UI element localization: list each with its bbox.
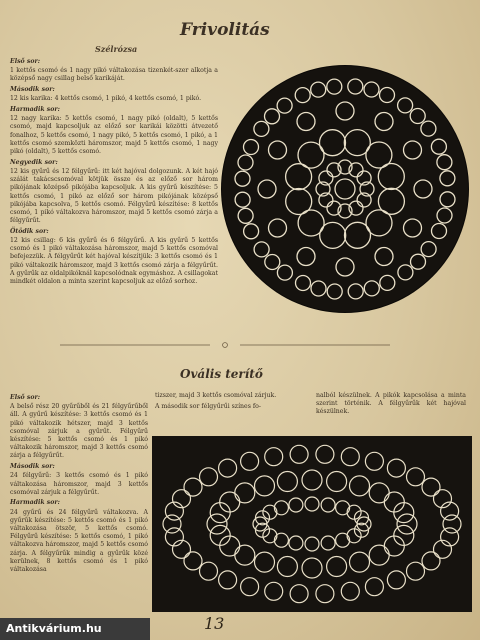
instruction-column-oval-left [10,392,148,577]
lace-middle-ring [302,470,322,490]
lace-border-ring [200,562,218,580]
lace-outer-ring [235,192,250,207]
lace-middle-ring [397,514,417,534]
lace-middle-ring [302,558,322,578]
lace-border-ring [265,448,283,466]
lace-chain-ring [269,141,287,159]
lace-chain-ring [297,113,315,131]
lace-chain-ring [375,113,393,131]
instruction-paragraph: A második sor félgyűrűi színes fo- [155,402,261,410]
row-heading: Második sor: [10,86,55,94]
lace-chain-ring [336,258,354,276]
lace-border-ring [365,452,383,470]
lace-middle-ring [235,483,255,503]
instruction-column-top [10,56,218,289]
oval-section-title: Ovális terítő [180,367,263,381]
row-heading: Második sor: [10,463,55,471]
lace-outer-ring [254,121,269,136]
lace-outer-ring [296,276,311,291]
lace-outer-ring [295,88,310,103]
lace-border-ring [365,578,383,596]
lace-outer-ring [348,284,363,299]
lace-border-ring [443,515,461,533]
lace-border-ring [407,562,425,580]
lace-outer-ring [311,82,326,97]
lace-outer-ring [421,121,436,136]
instruction-paragraph: A belső rész 20 gyűrűből és 21 félgyűrűből áll. A gyűrű készítése: 3 kettős csomó és 1 pikó váltakozik hétszer, majd 3 kettős csomóval zárjuk a gyűrűt. Félgyűrű készítése: 5 kettős csomó és 1 pikó váltakozik háromszor, majd 3 kettős csomó zárja a félgyűrűt. [10,403,148,460]
lace-outer-ring [380,275,395,290]
lace-middle-ring [235,545,255,565]
lace-outer-ring [238,208,253,223]
lace-middle-ring [277,557,297,577]
instruction-paragraph: 1 kettős csomó és 1 nagy pikó váltakozása tizenkét-szer alkotja a középső nagy csillag belső karikáját. [10,67,218,83]
row-heading: Harmadik sor: [10,499,60,507]
lace-outer-ring [364,281,379,296]
lace-border-ring [387,459,405,477]
lace-outer-ring [327,284,342,299]
lace-chain-ring [375,248,393,266]
row-heading: Harmadik sor: [10,106,60,114]
lace-outer-ring [380,88,395,103]
lace-chain-ring [258,180,276,198]
lace-middle-ring [327,557,347,577]
lace-middle-ring [350,552,370,572]
lace-outer-ring [244,140,259,155]
lace-outer-ring [311,281,326,296]
lace-border-ring [184,552,202,570]
instruction-paragraph: tizszer, majd 3 kettős csomóval zárjuk. [155,392,277,399]
lace-outer-ring [432,224,447,239]
lace-border-ring [422,478,440,496]
lace-middle-ring [255,476,275,496]
instruction-paragraph: 24 gyűrű és 24 félgyűrű váltakozva. A gyűrűk készítése: 5 kettős csomó és 1 pikó váltakozása ötször, 5 kettős csomó. Félgyűrű készítése: 5 kettős csomó, 1 pikó váltakozva háromszor, majd 5 kettős csomó zárja. A félgyűrűk mindig a gyűrűk közé kerülnek, 8 kettős csomó és 1 pikó váltakozása [10,508,148,574]
lace-middle-ring [327,472,347,492]
lace-center-ring [335,179,355,199]
lace-outer-ring [398,265,413,280]
lace-outer-ring [431,139,446,154]
row-heading: Negyedik sor: [10,158,58,166]
lace-outer-ring [364,82,379,97]
oval-tablecloth-image [152,436,472,612]
lace-middle-ring [277,472,297,492]
lace-middle-ring [369,483,389,503]
lace-outer-ring [398,98,413,113]
lace-outer-ring [410,109,425,124]
watermark-label: Antikvárium.hu [0,618,150,640]
instruction-paragraph: 12 kis gyűrű és 12 félgyűrű: itt két hajóval dolgozunk. A két hajó szálát takácscsomóval kötjük össze és az előző sor három pikójának középső pikójába kapcsoljuk. A kis gyűrű készítése: 5 kettős csomó, 1 pikó az előző sor három pikójának középső pikójába kapcsolva, 5 kettős csomó. Félgyűrű készítése: 8 kettős csomó, 1 pikó váltakozva háromszor, majd 5 kettős csomó zárja a félgyűrűt. [10,167,218,225]
lace-outer-ring [235,171,250,186]
lace-border-ring [184,478,202,496]
lace-border-ring [163,515,181,533]
instruction-column-oval-mid [155,392,305,413]
tatting-doily-image [222,66,468,312]
lace-outer-ring [421,242,436,257]
lace-chain-ring [414,180,432,198]
lace-border-ring [422,552,440,570]
lace-chain-ring [404,141,422,159]
lace-outer-ring [277,98,292,113]
lace-outer-ring [437,208,452,223]
lace-inner-ring [321,536,335,550]
lace-inner-ring [305,537,319,551]
lace-middle-ring [255,552,275,572]
instruction-paragraph: 24 félgyűrű: 3 kettős csomó és 1 pikó váltakozása háromszor, majd 3 kettős csomóval zárjuk a félgyűrűt. [10,472,148,496]
section-divider [60,340,390,350]
lace-large-ring [378,164,404,190]
lace-border-ring [407,468,425,486]
page-number: 13 [204,614,225,633]
instruction-paragraph: nalból készülnek. A pikók kapcsolása a minta szerint történik. A félgyűrűk két hajóval készülnek. [316,392,466,416]
lace-border-ring [290,445,308,463]
lace-middle-ring [350,476,370,496]
lace-outer-ring [327,79,342,94]
lace-border-ring [219,571,237,589]
lace-border-ring [341,448,359,466]
lace-middle-ring [369,545,389,565]
lace-chain-ring [404,219,422,237]
lace-border-ring [316,585,334,603]
lace-inner-ring [274,501,288,515]
page-title: Frivolitás [180,20,270,40]
instruction-paragraph: 12 kis csillag: 6 kis gyűrű és 6 félgyűrű. A kis gyűrű 5 kettős csomó és 1 pikó váltakozása háromszor, majd 5 kettős csomóval befejezzük. A félgyűrűt két hajóval készítjük: 3 kettős csomó és 1 pikó váltakozik háromszor, majd 3 kettős csomó zárja a félgyűrűt. A gyűrűk az oldalpikóknál kapcsolódnak egymáshoz. A csillagokat mindkét oldalon a minta szerint kapcsoljuk az előző sorhoz. [10,237,218,286]
instruction-column-oval-right [316,392,466,419]
lace-border-ring [290,585,308,603]
lace-outer-ring [238,155,253,170]
row-heading: Ötödik sor: [10,227,49,235]
lace-outer-ring [265,255,280,270]
lace-border-ring [241,578,259,596]
lace-inner-ring [321,498,335,512]
lace-border-ring [341,582,359,600]
lace-border-ring [219,459,237,477]
lace-large-ring [320,130,346,156]
lace-large-ring [286,189,312,215]
lace-outer-ring [440,171,455,186]
lace-outer-ring [254,242,269,257]
lace-chain-ring [269,219,287,237]
lace-outer-ring [411,254,426,269]
lace-border-ring [387,571,405,589]
lace-large-ring [345,222,371,248]
lace-border-ring [265,582,283,600]
lace-inner-ring [289,498,303,512]
section-subtitle: Szélrózsa [95,44,138,54]
row-heading: Első sor: [10,58,40,65]
lace-outer-ring [440,192,455,207]
instruction-paragraph: 12 nagy karika: 5 kettős csomó, 1 nagy pikó (oldalt), 5 kettős csomó, majd kapcsoljuk az előző sor karikái közötti átvezető fonalhoz, 5 kettős csomó, 1 nagy pikó, 5 kettős csomó, 1 pikó, a 1 kettős csomó szemközti háromszor, majd 5 kettős csomó, 1 nagy pikó (oldalt), 5 kettős csomó. [10,115,218,156]
lace-inner-ring [289,536,303,550]
lace-inner-ring [336,533,350,547]
lace-outer-ring [277,265,292,280]
lace-middle-ring [207,514,227,534]
lace-chain-ring [297,248,315,266]
lace-border-ring [200,468,218,486]
lace-chain-ring [336,102,354,120]
lace-outer-ring [244,224,259,239]
lace-inner-ring [305,497,319,511]
lace-outer-ring [348,79,363,94]
lace-outer-ring [437,155,452,170]
lace-border-ring [241,452,259,470]
instruction-paragraph: 12 kis karika: 4 kettős csomó, 1 pikó, 4 kettős csomó, 1 pikó. [10,95,202,103]
row-heading: Első sor: [10,394,40,401]
lace-outer-ring [265,109,280,124]
lace-border-ring [316,445,334,463]
